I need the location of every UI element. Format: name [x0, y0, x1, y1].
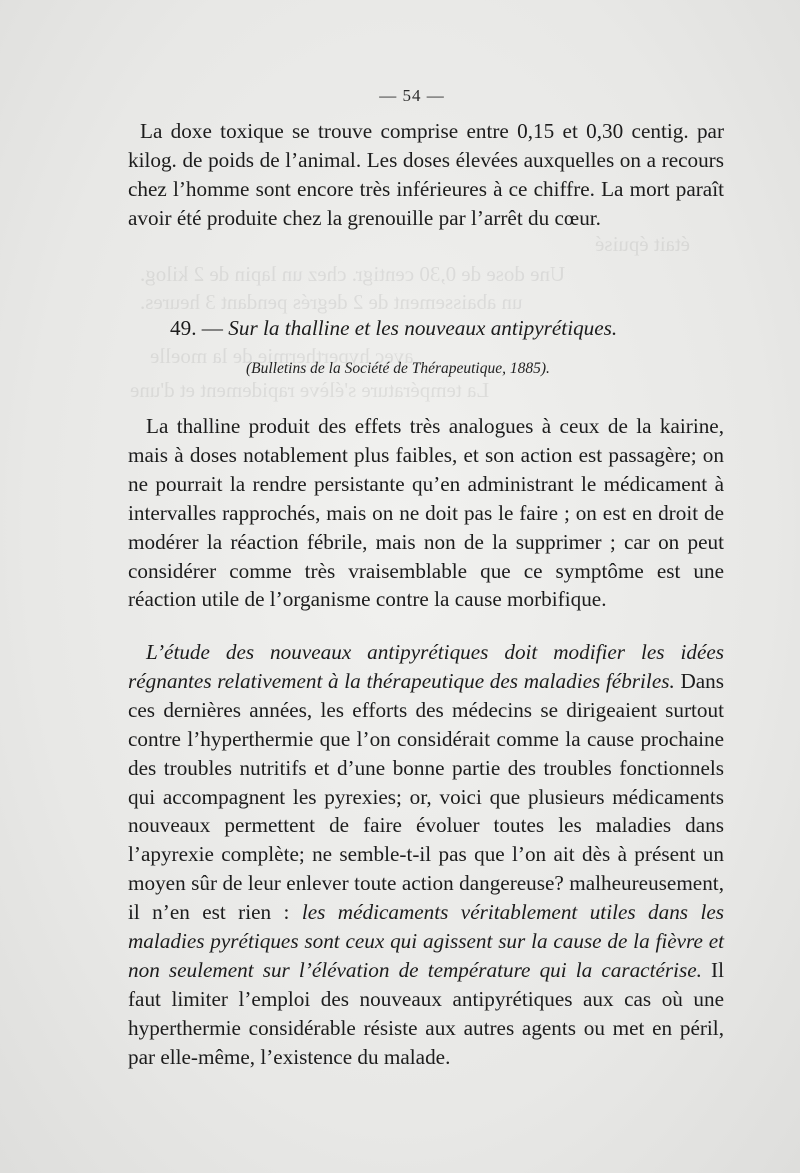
- italic-lead-sentence: L’étude des nouveaux antipyrétiques doit modifier les idées régnantes relativement à la thérapeutique des maladies fébriles.: [128, 640, 724, 693]
- paragraph-antipyretics-study: [128, 638, 724, 1072]
- paragraph-body: Dans ces dernières années, les efforts des médecins se dirigeaient surtout contre l’hyperthermie que l’on considérait comme la cause prochaine des troubles nutritifs et d’une bonne partie des troubles fonctionnels qui accompagnent les pyrexies; or, voici que plusieurs médicaments nouveaux permettent de faire évoluer toutes les maladies dans l’apyrexie complète; ne semble-t-il pas que l’on ait dès à présent un moyen sûr de leur enlever toute action dangereuse? malheureusement, il n’en est rien :: [128, 668, 724, 925]
- paragraph-toxic-dose: [128, 117, 724, 233]
- paragraph-text: [128, 638, 724, 1072]
- paragraph-thalline: [128, 412, 724, 614]
- section-number: 49. —: [170, 316, 223, 340]
- paragraph-text: La thalline produit des effets très analogues à ceux de la kairine, mais à doses notablement plus faibles, et son action est passagère; on ne pourrait la rendre persistante qu’en administrant le médicament à intervalles rapprochés, mais on ne doit pas le faire ; on est en droit de modérer la réaction fébrile, mais non de la supprimer ; car on peut considérer comme très vraisemblable que ce symptôme est une réaction utile de l’organisme contre la cause morbifique.: [128, 414, 724, 612]
- show-through-decoration: Une dose de 0,30 centigr. chez un lapin de 2 kilog.: [140, 262, 566, 286]
- page-number: — 54 —: [379, 86, 445, 105]
- citation: (Bulletins de la Société de Thérapeutique, 1885).: [246, 360, 550, 377]
- paragraph-closing: Il faut limiter l’emploi des nouveaux antipyrétiques aux cas où une hyperthermie considérable résiste aux autres agents ou met en péril, par elle-même, l’existence du malade.: [128, 957, 724, 1069]
- show-through-decoration: avec hyperthermie de la moelle: [150, 344, 414, 368]
- section-heading: [170, 314, 730, 342]
- show-through-decoration: était épuisé: [595, 232, 691, 256]
- show-through-decoration: La température s'élève rapidement et d'une: [130, 378, 490, 402]
- paragraph-text: La doxe toxique se trouve comprise entre 0,15 et 0,30 centig. par kilog. de poids de l’animal. Les doses élevées auxquelles on a recours chez l’homme sont encore très inférieures à ce chiffre. La mort paraît avoir été produite chez la grenouille par l’arrêt du cœur.: [128, 119, 724, 230]
- section-title: Sur la thalline et les nouveaux antipyrétiques.: [228, 316, 618, 340]
- italic-conclusion: les médicaments véritablement utiles dans les maladies pyrétiques sont ceux qui agissent sur la cause de la fièvre et non seulement sur l’élévation de température qui la caractérise.: [128, 900, 724, 982]
- show-through-decoration: un abaissement de 2 degrés pendant 3 heures.: [140, 290, 523, 314]
